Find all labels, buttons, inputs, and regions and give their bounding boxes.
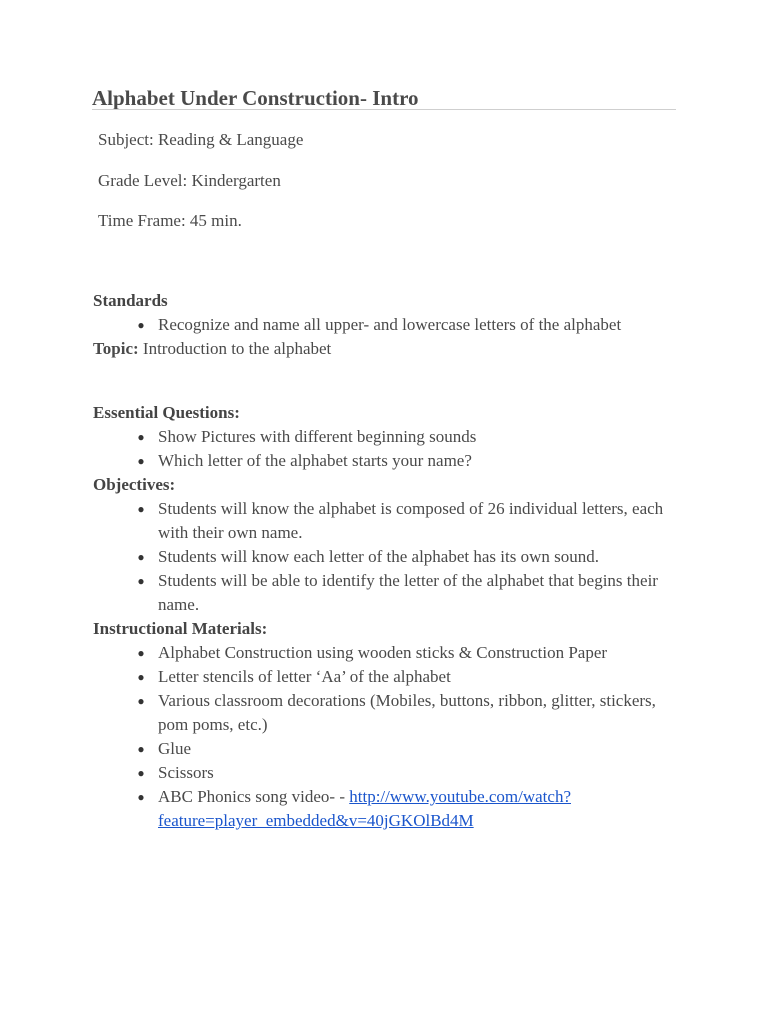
topic-line: [93, 337, 683, 361]
bullet-icon: ●: [137, 318, 145, 332]
instructional-materials-heading: Instructional Materials:: [93, 619, 268, 638]
objectives-heading: Objectives:: [93, 475, 176, 494]
list-item: [93, 785, 683, 833]
list-item-text: Letter stencils of letter ‘Aa’ of the alphabet: [158, 667, 451, 686]
list-item-text: Students will know each letter of the alphabet has its own sound.: [158, 547, 599, 566]
list-item-text: Students will be able to identify the letter of the alphabet that begins their name.: [158, 571, 658, 614]
list-item-text: Which letter of the alphabet starts your name?: [158, 451, 472, 470]
youtube-video-link[interactable]: http://www.youtube.com/watch?feature=player_embedded&v=40jGKOlBd4M: [158, 787, 571, 830]
list-item: [93, 313, 683, 337]
list-item-text: Alphabet Construction using wooden sticks & Construction Paper: [158, 643, 608, 662]
objectives-list: [93, 497, 683, 617]
list-item-text: Glue: [158, 739, 192, 758]
list-item: [93, 665, 683, 689]
standards-list: [93, 313, 683, 337]
video-prefix-text: ABC Phonics song video- -: [158, 787, 350, 806]
list-item-text: Recognize and name all upper- and lowercase letters of the alphabet: [158, 315, 622, 334]
bullet-icon: ●: [137, 790, 145, 804]
bullet-icon: ●: [137, 646, 145, 660]
list-item-text: Various classroom decorations (Mobiles, buttons, ribbon, glitter, stickers, pom poms, etc.): [158, 691, 656, 734]
bullet-icon: ●: [137, 694, 145, 708]
list-item: [93, 569, 683, 617]
list-item: [93, 425, 683, 449]
time-frame-line: Time Frame: 45 min.: [98, 211, 242, 230]
list-item: [93, 545, 683, 569]
essential-questions-heading: Essential Questions:: [93, 403, 240, 422]
materials-list: [93, 641, 683, 833]
bullet-icon: ●: [137, 550, 145, 564]
list-item-text: Show Pictures with different beginning sounds: [158, 427, 477, 446]
standards-heading: Standards: [93, 291, 168, 310]
topic-label: Topic:: [93, 339, 139, 358]
bullet-icon: ●: [137, 766, 145, 780]
list-item-text: Students will know the alphabet is composed of 26 individual letters, each with their own name.: [158, 499, 664, 542]
lesson-body: [93, 289, 683, 833]
bullet-icon: ●: [137, 574, 145, 588]
subject-line: Subject: Reading & Language: [98, 130, 304, 149]
list-item: [93, 497, 683, 545]
bullet-icon: ●: [137, 454, 145, 468]
grade-level-line: Grade Level: Kindergarten: [98, 171, 281, 190]
bullet-icon: ●: [137, 670, 145, 684]
list-item: [93, 449, 683, 473]
bullet-icon: ●: [137, 502, 145, 516]
bullet-icon: ●: [137, 742, 145, 756]
list-item: [93, 689, 683, 737]
topic-value: Introduction to the alphabet: [138, 339, 332, 358]
list-item: [93, 641, 683, 665]
list-item-text: Scissors: [158, 763, 214, 782]
essential-questions-list: [93, 425, 683, 473]
title-divider: [92, 109, 676, 110]
page-title: Alphabet Under Construction- Intro: [92, 86, 419, 110]
list-item: [93, 737, 683, 761]
bullet-icon: ●: [137, 430, 145, 444]
list-item: [93, 761, 683, 785]
